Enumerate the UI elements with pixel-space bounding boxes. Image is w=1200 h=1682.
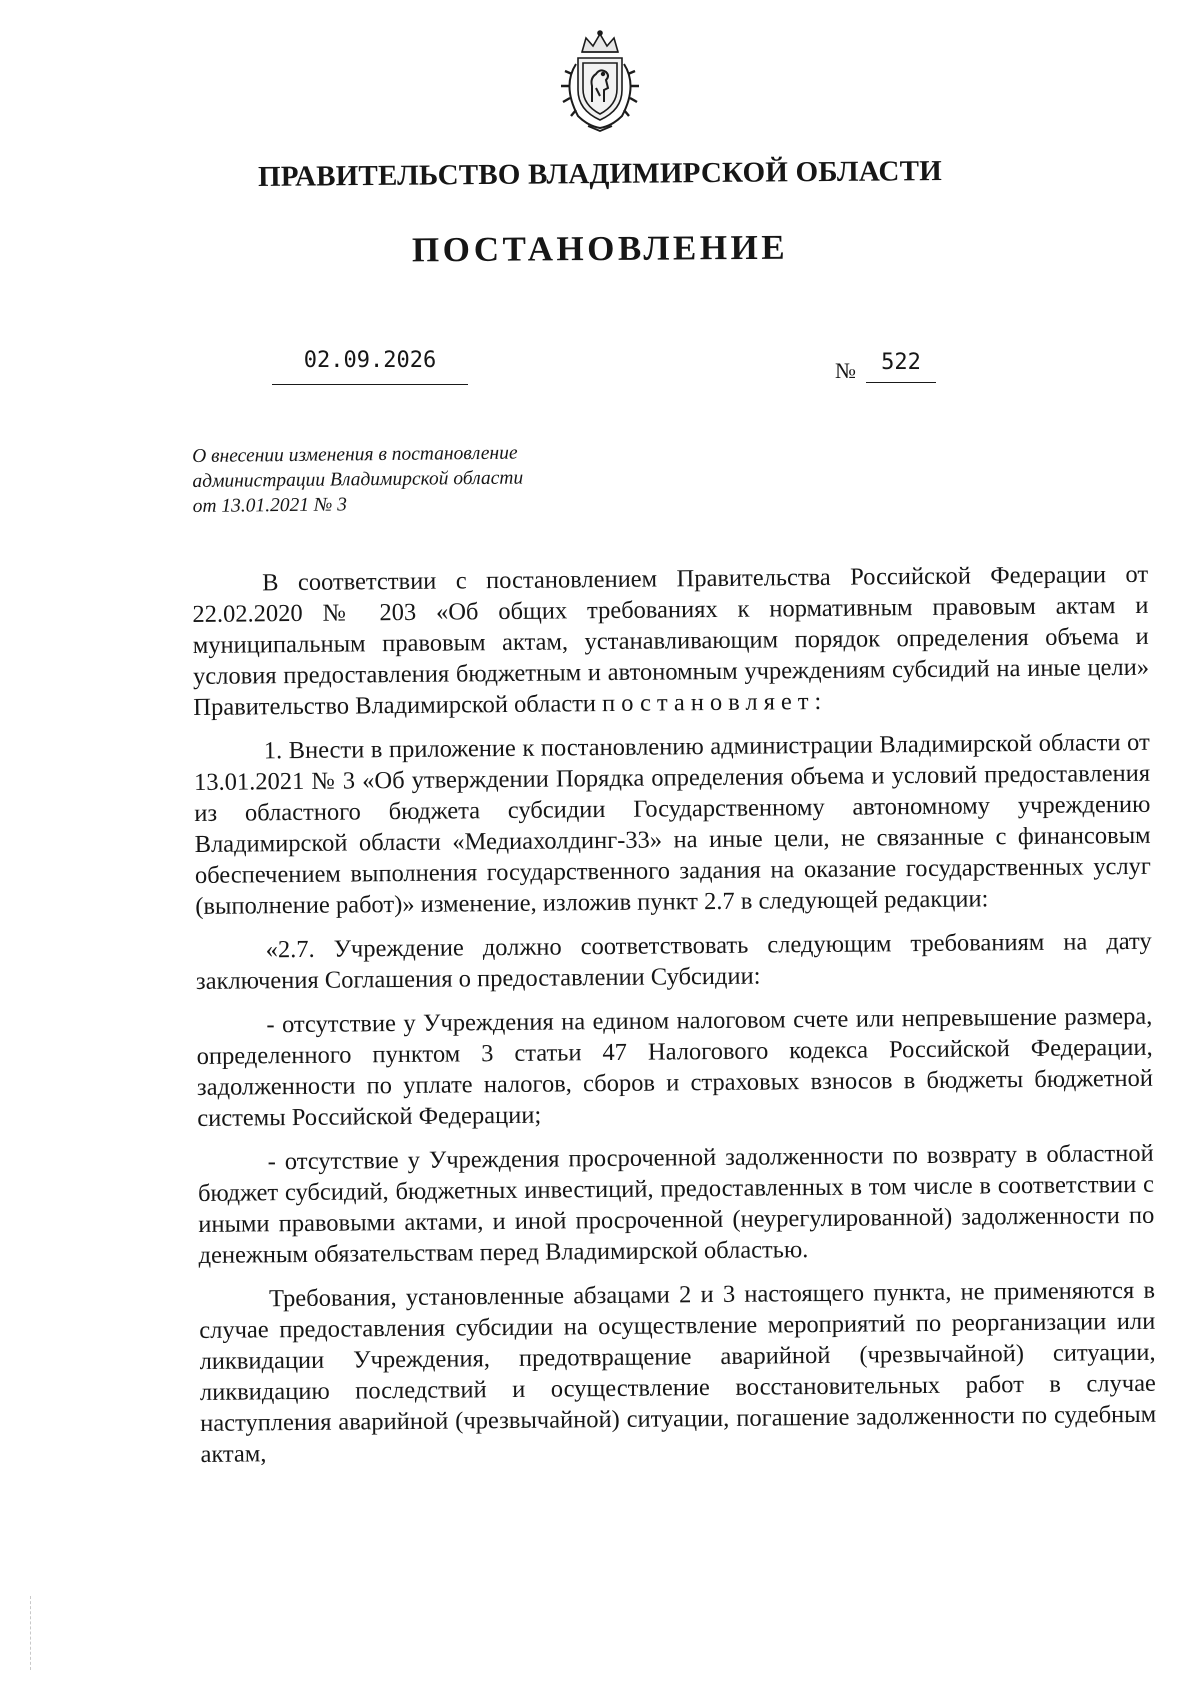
requirements-paragraph: Требования, установленные абзацами 2 и 3 настоящего пункта, не применяются в случае предоставления субсидии на осуществление мероприятий по реорганизации или ликвидации Учреждения, предотвращение аварийной (чрезвычайной) ситуации, ликвидацию последствий и осуществление восстановительных работ в случае наступления аварийной (чрезвычайной) ситуации, погашение задолженности по судебным актам, bbox=[199, 1276, 1157, 1468]
subject-line: О внесении изменения в постановление bbox=[192, 442, 518, 467]
item-2-7-paragraph: «2.7. Учреждение должно соответствовать следующим требованиям на дату заключения Соглашения о предоставлении Субсидии: bbox=[195, 927, 1152, 995]
preamble-text: В соответствии с постановлением Правительства Российской Федерации от 22.02.2020 № 203 «Об общих требованиях к нормативным правовым актам и муниципальным правовым актам, устанавливающим порядок определения объема и условия предоставления бюджетным и автономным учреждениям субсидий на иные цели» Правительство Владимирской области bbox=[192, 560, 1150, 721]
number-sign: № bbox=[835, 358, 856, 383]
bullet-tax-debt-paragraph: - отсутствие у Учреждения на едином налоговом счете или непревышение размера, определенного пунктом 3 статьи 47 Налогового кодекса Российской Федерации, задолженности по уплате налогов, сборов и страховых взносов в бюджеты бюджетной системы Российской Федерации; bbox=[196, 1002, 1154, 1132]
government-title: ПРАВИТЕЛЬСТВО ВЛАДИМИРСКОЙ ОБЛАСТИ bbox=[257, 155, 943, 193]
subject-line: от 13.01.2021 № 3 bbox=[192, 494, 348, 517]
vladimir-region-coat-of-arms-icon bbox=[548, 30, 652, 134]
document-number: 522 bbox=[881, 350, 921, 375]
bullet-overdue-debt-paragraph: - отсутствие у Учреждения просроченной задолженности по возврату в областной бюджет субсидий, бюджетных инвестиций, предоставленных в том числе в соответствии с иными правовыми актами, и иной просроченной (неурегулированной) задолженности по денежным обязательствам перед Владимирской областью. bbox=[197, 1139, 1155, 1269]
preamble-paragraph bbox=[192, 559, 1149, 723]
scan-edge-mark bbox=[30, 1596, 31, 1670]
document-date: 02.09.2026 bbox=[303, 348, 437, 373]
resolves-word: постановляет: bbox=[601, 687, 828, 718]
item-1-paragraph: 1. Внести в приложение к постановлению администрации Владимирской области от 13.01.2021 № 3 «Об утверждении Порядка определения объема и условий предоставления из областного бюджета субсидии Государственному автономному учреждению Владимирской области «Медиахолдинг-33» на иные цели, не связанные с финансовым обеспечением выполнения государственного задания на оказание государственных услуг (выполнение работ)» изменение, изложив пункт 2.7 в следующей редакции: bbox=[193, 728, 1152, 920]
date-underline bbox=[272, 384, 468, 385]
number-underline bbox=[866, 382, 936, 383]
document-body bbox=[192, 559, 1157, 1470]
document-type-title: ПОСТАНОВЛЕНИЕ bbox=[411, 227, 789, 270]
document-subject bbox=[192, 440, 613, 519]
subject-line: администрации Владимирской области bbox=[192, 467, 524, 492]
